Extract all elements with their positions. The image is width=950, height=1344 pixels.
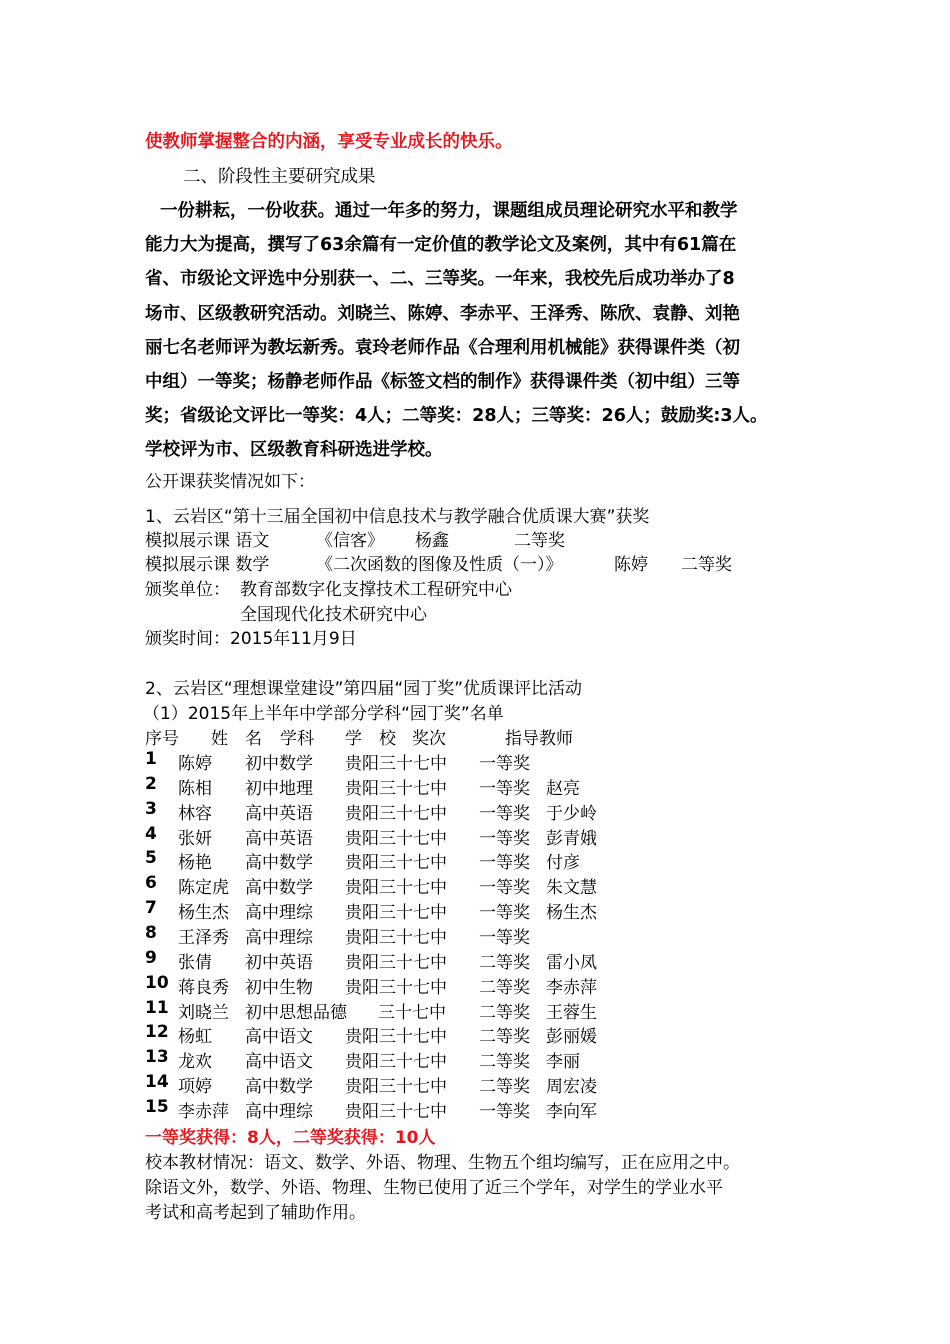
header-prize: 奖次 [412,729,446,749]
row-subject: 高中语文 [245,1052,313,1073]
paragraph-line: 学校评为市、区级教育科研选进学校。 [145,440,443,460]
table-row [0,824,950,849]
table-row [0,774,950,799]
award2-summary: 一等奖获得：8人，二等奖获得：10人 [145,1128,436,1148]
row-prize: 一等奖 [479,803,530,824]
open-class-heading: 公开课获奖情况如下： [145,472,315,492]
row-index: 7 [145,898,157,919]
row-name: 杨虹 [178,1027,212,1048]
textbook-line: 除语文外，数学、外语、物理、生物已使用了近三个学年，对学生的学业水平 [145,1178,723,1198]
row-mentor: 杨生杰 [546,903,597,924]
award1-entry-work: 《二次函数的图像及性质（一）》 [316,555,563,575]
row-prize: 一等奖 [479,853,530,874]
row-name: 陈相 [178,778,212,799]
row-subject: 初中生物 [245,977,313,998]
row-mentor: 赵亮 [546,778,580,799]
award1-entry-teacher: 杨鑫 [415,531,449,551]
row-name: 杨艳 [178,853,212,874]
row-school: 贵阳三十七中 [345,853,447,874]
row-name: 陈定虎 [178,878,229,899]
row-subject: 高中理综 [245,1101,313,1122]
table-row [0,799,950,824]
row-mentor: 彭青娥 [546,828,597,849]
table-row [0,873,950,898]
header-name: 姓 名 [211,729,262,749]
paragraph-line: 省、市级论文评选中分别获一、二、三等奖。一年来，我校先后成功举办了8 [145,269,735,289]
row-name: 李赤萍 [178,1101,229,1122]
row-school: 贵阳三十七中 [345,754,447,774]
table-row [0,848,950,873]
row-index: 8 [145,922,157,943]
header-mentor: 指导教师 [505,729,573,749]
row-subject: 高中英语 [245,828,313,849]
header-school: 学 校 [345,729,396,749]
award1-entry-work: 《信客》 [316,531,384,551]
award1-entry-category: 模拟展示课 数学 [145,555,270,575]
row-mentor: 李赤萍 [546,977,597,998]
table-row [0,1097,950,1122]
row-mentor: 付彦 [546,853,580,874]
row-subject: 初中思想品德 [245,1002,347,1023]
row-prize: 二等奖 [479,1077,530,1098]
award1-issuer: 教育部数字化支撑技术工程研究中心 [240,580,512,600]
row-school: 贵阳三十七中 [345,903,447,924]
row-subject: 高中数学 [245,853,313,874]
paragraph-line: 能力大为提高，撰写了63余篇有一定价值的教学论文及案例，其中有61篇在 [145,235,737,255]
row-name: 龙欢 [178,1052,212,1073]
row-name: 项婷 [178,1077,212,1098]
row-subject: 初中数学 [245,754,313,774]
row-prize: 二等奖 [479,977,530,998]
award1-issuer: 全国现代化技术研究中心 [240,605,427,625]
row-prize: 一等奖 [479,754,530,774]
row-school: 贵阳三十七中 [345,1027,447,1048]
row-mentor: 彭丽媛 [546,1027,597,1048]
row-index: 6 [145,873,157,894]
row-subject: 初中英语 [245,952,313,973]
row-mentor: 雷小凤 [546,952,597,973]
paragraph-line: 中组）一等奖；杨静老师作品《标签文档的制作》获得课件类（初中组）三等 [145,372,740,392]
header-subject: 学科 [280,729,314,749]
paragraph-line: 一份耕耘，一份收获。通过一年多的努力，课题组成员理论研究水平和教学 [160,201,738,221]
row-prize: 二等奖 [479,1052,530,1073]
award1-title: 1、云岩区“第十三届全国初中信息技术与教学融合优质课大赛”获奖 [145,507,650,527]
header-index: 序号 [145,729,179,749]
row-school: 贵阳三十七中 [345,1052,447,1073]
award1-issuer-label: 颁奖单位： [145,580,230,600]
award1-entry-category: 模拟展示课 语文 [145,531,270,551]
row-name: 王泽秀 [178,927,229,948]
row-prize: 一等奖 [479,878,530,899]
table-row [0,948,950,973]
row-school: 贵阳三十七中 [345,828,447,849]
row-mentor: 王蓉生 [546,1002,597,1023]
row-subject: 高中理综 [245,927,313,948]
row-index: 1 [145,749,157,769]
row-name: 张妍 [178,828,212,849]
row-school: 贵阳三十七中 [345,878,447,899]
row-mentor: 周宏凌 [546,1077,597,1098]
section-heading: 二、阶段性主要研究成果 [183,167,376,187]
row-mentor: 李丽 [546,1052,580,1073]
table-row [0,1072,950,1097]
row-name: 杨生杰 [178,903,229,924]
table-header [0,724,950,749]
award2-title: 2、云岩区“理想课堂建设”第四届“园丁奖”优质课评比活动 [145,679,583,699]
row-school: 贵阳三十七中 [345,977,447,998]
row-index: 10 [145,972,169,993]
row-subject: 初中地理 [245,778,313,799]
row-name: 刘晓兰 [178,1002,229,1023]
row-school: 贵阳三十七中 [345,1101,447,1122]
table-row [0,998,950,1023]
row-name: 陈婷 [178,754,212,774]
row-prize: 一等奖 [479,927,530,948]
row-school: 贵阳三十七中 [345,1077,447,1098]
award1-entry-prize: 二等奖 [681,555,732,575]
row-mentor: 李向军 [546,1101,597,1122]
row-school: 贵阳三十七中 [345,952,447,973]
award1-entry-teacher: 陈婷 [614,555,648,575]
table-row [0,973,950,998]
paragraph-line: 丽七名老师评为教坛新秀。袁玲老师作品《合理利用机械能》获得课件类（初 [145,338,740,358]
textbook-line: 校本教材情况：语文、数学、外语、物理、生物五个组均编写，正在应用之中。 [145,1153,740,1173]
row-index: 12 [145,1022,169,1043]
row-prize: 一等奖 [479,903,530,924]
row-index: 2 [145,773,157,794]
row-index: 4 [145,823,157,844]
table-row [0,898,950,923]
row-index: 3 [145,798,157,819]
row-prize: 一等奖 [479,778,530,799]
award1-date: 颁奖时间：2015年11月9日 [145,629,357,649]
table-row [0,923,950,948]
table-row [0,1047,950,1072]
row-subject: 高中英语 [245,803,313,824]
row-school: 贵阳三十七中 [345,778,447,799]
row-mentor: 于少岭 [546,803,597,824]
row-prize: 一等奖 [479,828,530,849]
row-school: 贵阳三十七中 [345,927,447,948]
intro-tail: 使教师掌握整合的内涵，享受专业成长的快乐。 [145,132,513,152]
table-row [0,749,950,774]
row-prize: 二等奖 [479,1027,530,1048]
row-subject: 高中数学 [245,1077,313,1098]
row-prize: 一等奖 [479,1101,530,1122]
row-name: 蒋良秀 [178,977,229,998]
table-row [0,1022,950,1047]
award2-subtitle: （1）2015年上半年中学部分学科“园丁奖”名单 [143,704,504,724]
row-name: 张倩 [178,952,212,973]
textbook-line: 考试和高考起到了辅助作用。 [145,1203,366,1223]
row-index: 9 [145,947,157,968]
row-school: 贵阳三十七中 [345,803,447,824]
paragraph-line: 奖；省级论文评比一等奖：4人；二等奖：28人；三等奖：26人；鼓励奖:3人。 [145,406,768,426]
paragraph-line: 场市、区级教研究活动。刘晓兰、陈婷、李赤平、王泽秀、陈欣、袁静、刘艳 [145,304,740,324]
row-index: 13 [145,1047,169,1068]
row-index: 15 [145,1096,169,1117]
row-index: 14 [145,1072,169,1093]
row-prize: 二等奖 [479,1002,530,1023]
award1-entry-prize: 二等奖 [514,531,565,551]
row-index: 11 [145,997,169,1018]
row-name: 林容 [178,803,212,824]
row-subject: 高中语文 [245,1027,313,1048]
row-school: 三十七中 [378,1002,446,1023]
row-prize: 二等奖 [479,952,530,973]
row-mentor: 朱文慧 [546,878,597,899]
row-subject: 高中数学 [245,878,313,899]
row-subject: 高中理综 [245,903,313,924]
row-index: 5 [145,848,157,869]
